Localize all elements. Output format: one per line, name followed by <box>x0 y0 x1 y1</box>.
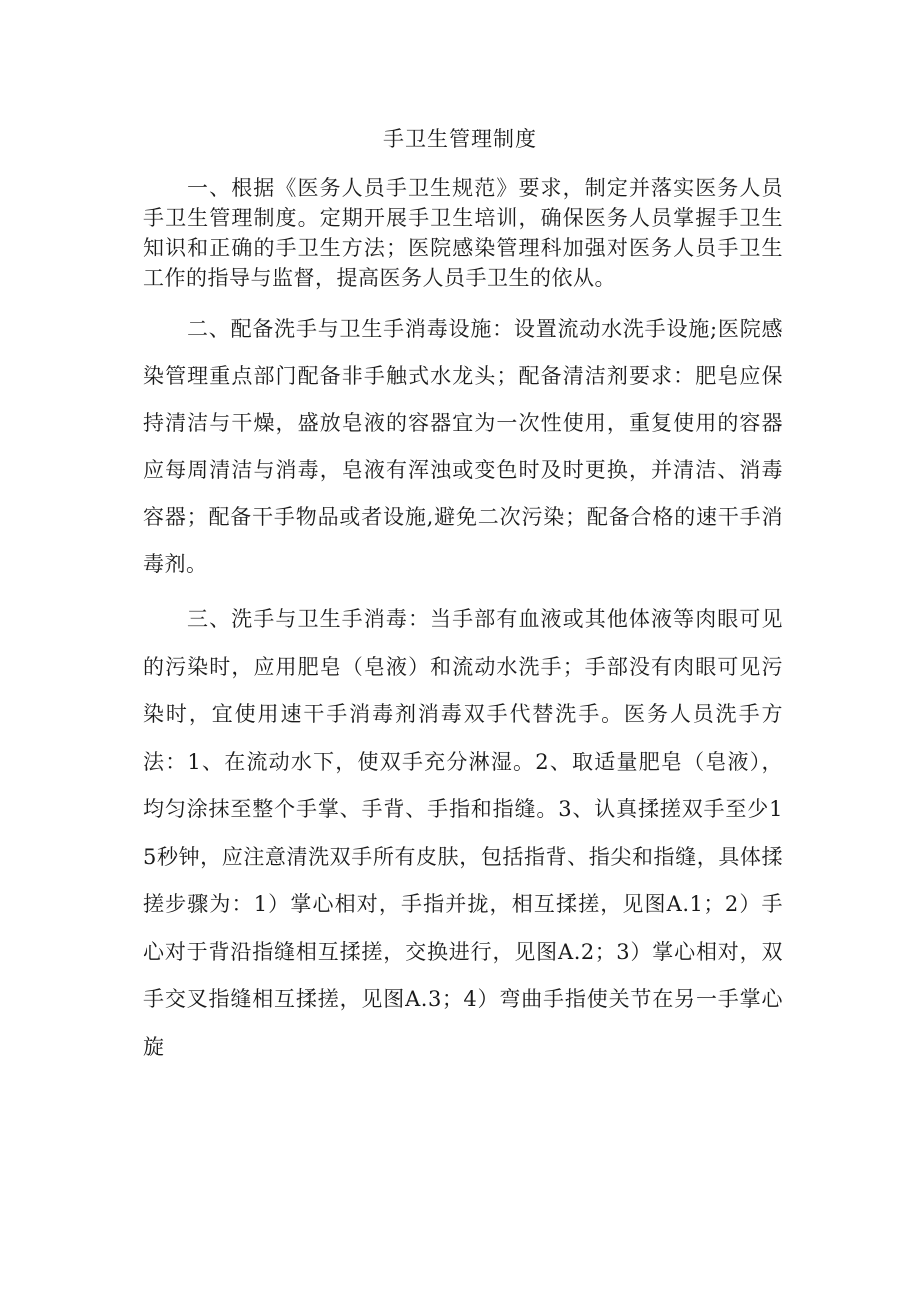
paragraph-2: 二、配备洗手与卫生手消毒设施：设置流动水洗手设施;医院感染管理重点部门配备非手触式水龙头；配备清洁剂要求：肥皂应保持清洁与干燥，盛放皂液的容器宜为一次性使用，重复使用的容器应每周清洁与消毒，皂液有浑浊或变色时及时更换，并清洁、消毒容器；配备干手物品或者设施,避免二次污染；配备合格的速干手消毒剂。 <box>143 317 783 576</box>
paragraph-3: 三、洗手与卫生手消毒：当手部有血液或其他体液等肉眼可见的污染时，应用肥皂（皂液）和流动水洗手；手部没有肉眼可见污染时，宜使用速干手消毒剂消毒双手代替洗手。医务人员洗手方法：1、在流动水下，使双手充分淋湿。2、取适量肥皂（皂液），均匀涂抹至整个手掌、手背、手指和指缝。3、认真揉搓双手至少15秒钟，应注意清洗双手所有皮肤，包括指背、指尖和指缝，具体揉搓步骤为：1）掌心相对，手指并拢，相互揉搓，见图A.1；2）手心对于背沿指缝相互揉搓，交换进行，见图A.2；3）掌心相对，双手交叉指缝相互揉搓，见图A.3；4）弯曲手指使关节在另一手掌心旋 <box>143 607 783 1059</box>
document-title: 手卫生管理制度 <box>383 127 537 151</box>
paragraph-1: 一、根据《医务人员手卫生规范》要求，制定并落实医务人员手卫生管理制度。定期开展手卫生培训，确保医务人员掌握手卫生知识和正确的手卫生方法；医院感染管理科加强对医务人员手卫生工作的指导与监督，提高医务人员手卫生的依从。 <box>143 176 783 290</box>
